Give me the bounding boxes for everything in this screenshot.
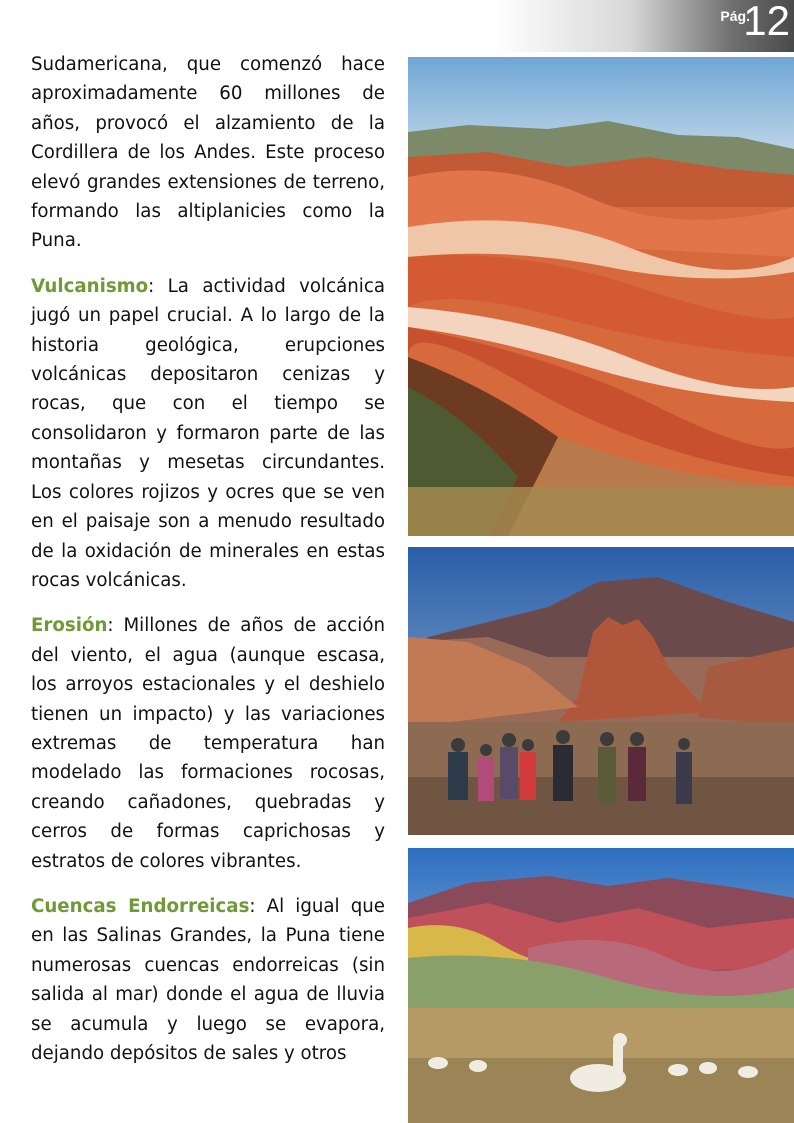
keyword-separator: : bbox=[148, 275, 168, 297]
page-label: Pág. bbox=[720, 8, 750, 24]
photo-painted-hills bbox=[408, 57, 794, 536]
page-number: 12 bbox=[743, 0, 790, 44]
paragraph-text: Al igual que en las Salinas Grandes, la Puna tiene numerosas cuencas endorreicas (sin salida al mar) donde el agua de lluvia se acumula y luego se evapora, dejando depósitos de sales y otros bbox=[31, 895, 385, 1064]
keyword-separator: : bbox=[107, 615, 124, 637]
paragraph-intro bbox=[31, 50, 385, 256]
photo-hikers-formations bbox=[408, 547, 794, 835]
paragraph-text: Sudamericana, que comenzó hace aproximadamente 60 millones de años, provocó el alzamiento de la Cordillera de los Andes. Este proceso elevó grandes extensiones de terreno, formando las altiplanicies como la Puna. bbox=[31, 54, 385, 252]
photo-llamas-hills bbox=[408, 848, 794, 1123]
paragraph-keyword: Cuencas Endorreicas bbox=[31, 895, 250, 917]
paragraph-text: La actividad volcánica jugó un papel crucial. A lo largo de la historia geológica, erupciones volcánicas depositaron cenizas y rocas, que con el tiempo se consolidaron y formaron parte de las montañas y mesetas circundantes. Los colores rojizos y ocres que se ven en el paisaje son a menudo resultado de la oxidación de minerales en estas rocas volcánicas. bbox=[31, 275, 385, 591]
paragraph-text: Millones de años de acción del viento, el agua (aunque escasa, los arroyos estacionales y el deshielo tienen un impacto) y las variaciones extremas de temperatura han modelado las formaciones rocosas, creando cañadones, quebradas y cerros de formas caprichosas y estratos de colores vibrantes. bbox=[31, 615, 385, 872]
paragraph-erosion bbox=[31, 611, 385, 876]
paragraph-keyword: Erosión bbox=[31, 615, 108, 637]
text-column bbox=[31, 50, 385, 1084]
paragraph-keyword: Vulcanismo bbox=[31, 275, 149, 297]
paragraph-vulcanismo bbox=[31, 272, 385, 595]
paragraph-cuencas bbox=[31, 892, 385, 1068]
keyword-separator: : bbox=[249, 895, 267, 917]
